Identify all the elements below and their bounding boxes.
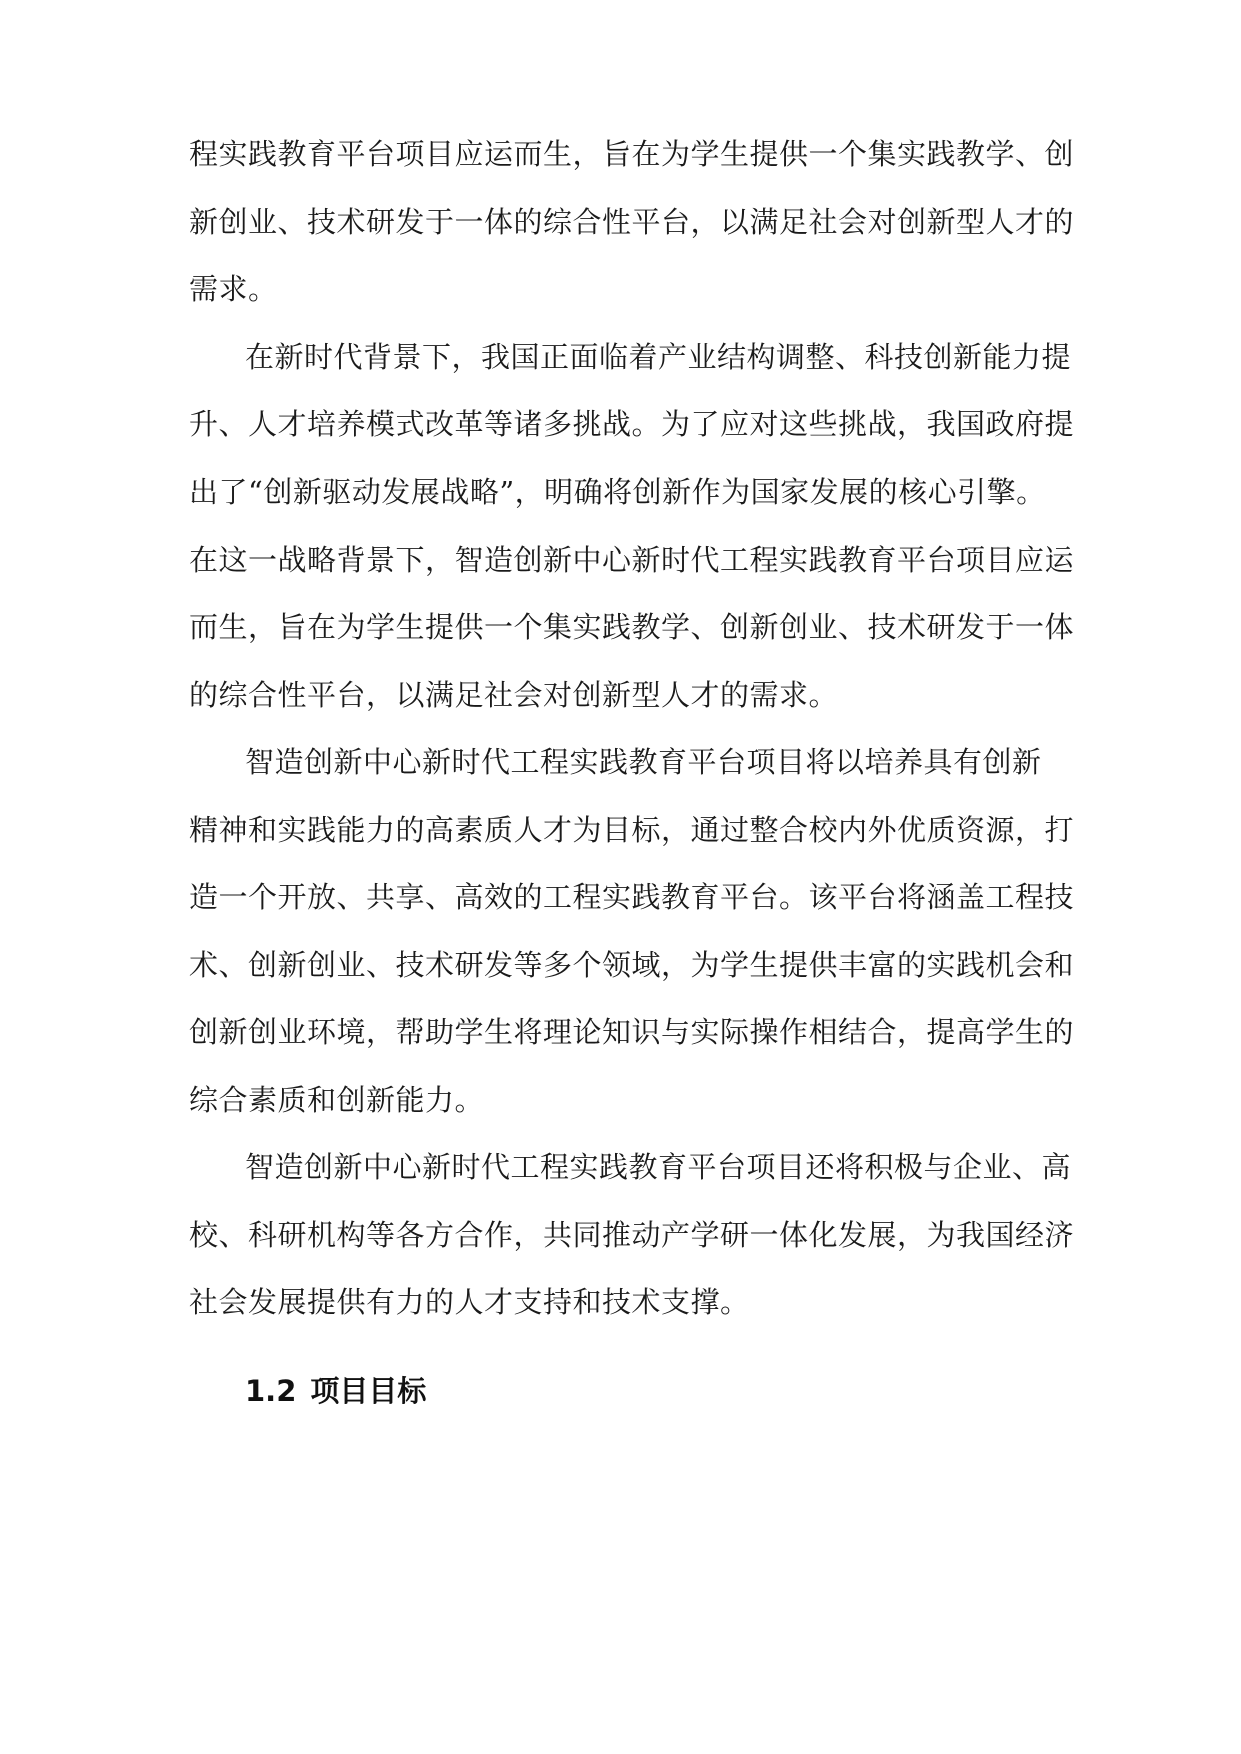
paragraph-line: 校、科研机构等各方合作，共同推动产学研一体化发展，为我国经济 bbox=[189, 1218, 1075, 1252]
section-title: 项目目标 bbox=[310, 1374, 427, 1408]
paragraph-line: 在新时代背景下，我国正面临着产业结构调整、科技创新能力提 bbox=[245, 340, 1072, 374]
paragraph-line: 精神和实践能力的高素质人才为目标，通过整合校内外优质资源，打 bbox=[189, 813, 1075, 847]
paragraph-line: 而生，旨在为学生提供一个集实践教学、创新创业、技术研发于一体 bbox=[189, 610, 1075, 644]
section-heading bbox=[245, 1373, 426, 1409]
paragraph-line: 综合素质和创新能力。 bbox=[189, 1083, 485, 1117]
section-number: 1.2 bbox=[245, 1374, 297, 1408]
paragraph-line: 在这一战略背景下，智造创新中心新时代工程实践教育平台项目应运 bbox=[189, 543, 1075, 577]
paragraph-line: 造一个开放、共享、高效的工程实践教育平台。该平台将涵盖工程技 bbox=[189, 880, 1075, 914]
paragraph-line: 的综合性平台，以满足社会对创新型人才的需求。 bbox=[189, 678, 839, 712]
paragraph-line: 智造创新中心新时代工程实践教育平台项目将以培养具有创新 bbox=[245, 745, 1042, 779]
paragraph-line: 社会发展提供有力的人才支持和技术支撑。 bbox=[189, 1285, 750, 1319]
paragraph-line: 出了“创新驱动发展战略”，明确将创新作为国家发展的核心引擎。 bbox=[189, 475, 1046, 509]
paragraph-line: 创新创业环境，帮助学生将理论知识与实际操作相结合，提高学生的 bbox=[189, 1015, 1075, 1049]
paragraph-line: 术、创新创业、技术研发等多个领域，为学生提供丰富的实践机会和 bbox=[189, 948, 1075, 982]
paragraph-line: 需求。 bbox=[189, 272, 278, 306]
paragraph-line: 程实践教育平台项目应运而生，旨在为学生提供一个集实践教学、创 bbox=[189, 137, 1075, 171]
paragraph-line: 新创业、技术研发于一体的综合性平台，以满足社会对创新型人才的 bbox=[189, 205, 1075, 239]
paragraph-line: 智造创新中心新时代工程实践教育平台项目还将积极与企业、高 bbox=[245, 1150, 1072, 1184]
paragraph-line: 升、人才培养模式改革等诸多挑战。为了应对这些挑战，我国政府提 bbox=[189, 407, 1075, 441]
